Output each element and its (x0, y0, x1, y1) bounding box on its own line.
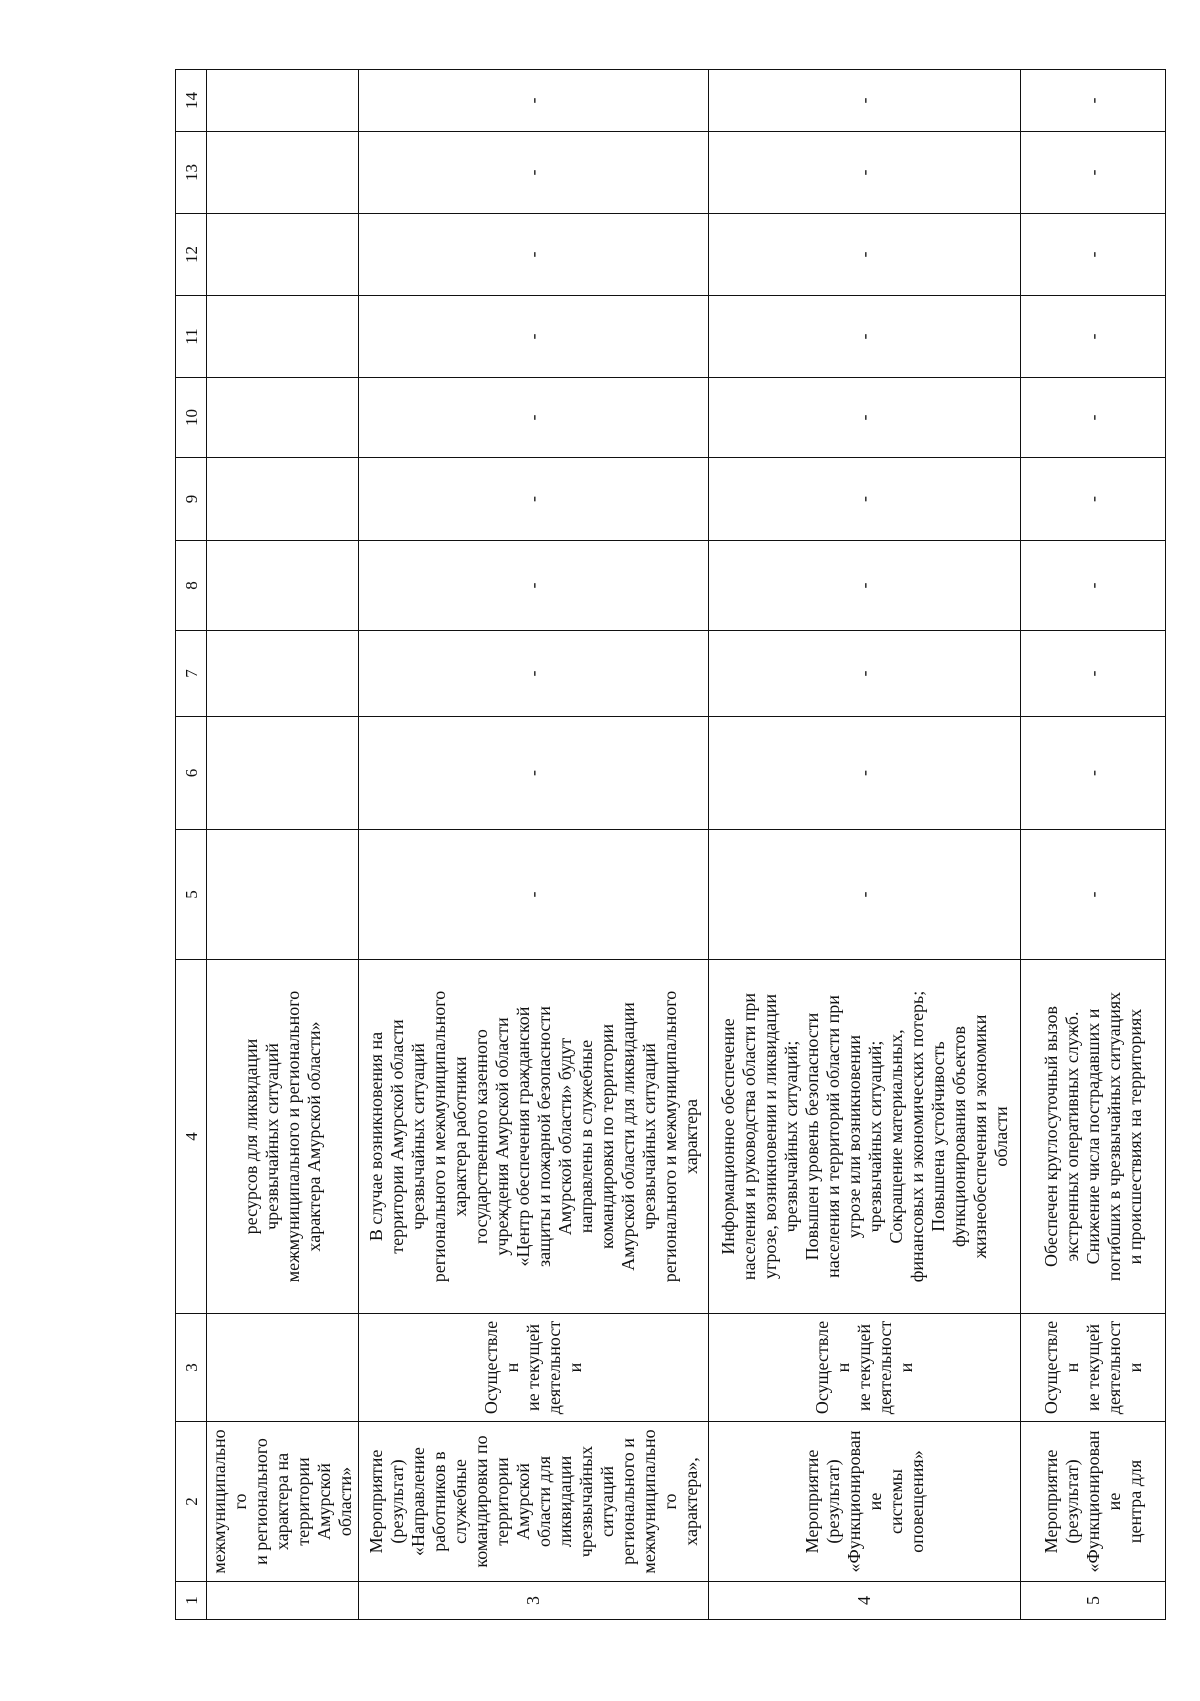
cell-value: - (709, 458, 1021, 541)
column-header-13: 13 (176, 132, 207, 214)
column-header-7: 7 (176, 631, 207, 717)
cell-type: Осуществлен ие текущей деятельности (709, 1314, 1021, 1422)
cell-value (207, 378, 359, 458)
cell-value: - (709, 70, 1021, 132)
cell-value (207, 830, 359, 960)
cell-event: Мероприятие (результат) «Функционирование центра для (1021, 1422, 1166, 1582)
cell-number: 5 (1021, 1582, 1166, 1620)
cell-description: Информационное обеспечение населения и руководства области при угрозе, возникновении и ликвидации чрезвычайных ситуаций; Повышен уровень безопасности населения и территорий области при угрозе или возникновении чрезвычайных ситуаций; Сокращение материальных, финансовых и экономических потерь; Повышена устойчивость функционирования объектов жизнеобеспечения и экономики области (709, 960, 1021, 1314)
cell-number: 3 (359, 1582, 709, 1620)
table-row (359, 70, 709, 1620)
cell-type: Осуществлен ие текущей деятельности (359, 1314, 709, 1422)
cell-value (207, 541, 359, 631)
column-header-11: 11 (176, 296, 207, 378)
cell-value: - (359, 717, 709, 830)
cell-value: - (709, 378, 1021, 458)
cell-value: - (359, 70, 709, 132)
event-table (175, 69, 1166, 1620)
cell-value: - (359, 541, 709, 631)
cell-value: - (359, 830, 709, 960)
cell-value (207, 214, 359, 296)
column-header-8: 8 (176, 541, 207, 631)
cell-value: - (359, 296, 709, 378)
cell-value: - (1021, 717, 1166, 830)
column-header-4: 4 (176, 960, 207, 1314)
cell-value (207, 132, 359, 214)
column-header-5: 5 (176, 830, 207, 960)
cell-value: - (1021, 296, 1166, 378)
cell-value (207, 296, 359, 378)
cell-value (207, 458, 359, 541)
cell-value: - (709, 132, 1021, 214)
cell-value: - (1021, 70, 1166, 132)
table-row (709, 70, 1021, 1620)
cell-event: Мероприятие (результат) «Функционирование системы оповещения» (709, 1422, 1021, 1582)
cell-value (207, 70, 359, 132)
cell-value: - (709, 541, 1021, 631)
cell-value: - (1021, 214, 1166, 296)
column-header-6: 6 (176, 717, 207, 830)
cell-description: В случае возникновения на территории Амурской области чрезвычайных ситуаций регионального и межмуниципального характера работники государственного казенного учреждения Амурской области «Центр обеспечения гражданской защиты и пожарной безопасности Амурской области» будут направлены в служебные командировки по территории Амурской области для ликвидации чрезвычайных ситуаций регионального и межмуниципального характера (359, 960, 709, 1314)
cell-value: - (709, 830, 1021, 960)
table-row (1021, 70, 1166, 1620)
cell-value: - (1021, 378, 1166, 458)
cell-description-continuation: ресурсов для ликвидации чрезвычайных ситуаций межмуниципального и регионального характера Амурской области» (207, 960, 359, 1314)
cell-value (207, 717, 359, 830)
cell-value: - (359, 132, 709, 214)
cell-value: - (1021, 541, 1166, 631)
cell-number (207, 1582, 359, 1620)
column-header-3: 3 (176, 1314, 207, 1422)
cell-value: - (359, 378, 709, 458)
cell-value: - (709, 631, 1021, 717)
column-header-9: 9 (176, 458, 207, 541)
cell-type: Осуществлен ие текущей деятельности (1021, 1314, 1166, 1422)
cell-description: Обеспечен круглосуточный вызов экстренных оперативных служб. Снижение числа пострадавших и погибших в чрезвычайных ситуациях и происшествиях на территориях (1021, 960, 1166, 1314)
cell-value: - (709, 296, 1021, 378)
cell-value: - (1021, 830, 1166, 960)
cell-event-continuation: межмуниципального и регионального характера на территории Амурской области» (207, 1422, 359, 1582)
cell-value: - (359, 214, 709, 296)
column-header-12: 12 (176, 214, 207, 296)
column-header-2: 2 (176, 1422, 207, 1582)
cell-value (207, 631, 359, 717)
cell-value: - (709, 717, 1021, 830)
cell-value: - (1021, 132, 1166, 214)
cell-value: - (1021, 458, 1166, 541)
cell-number: 4 (709, 1582, 1021, 1620)
column-header-14: 14 (176, 70, 207, 132)
cell-value: - (359, 631, 709, 717)
header-row (176, 70, 207, 1620)
cell-value: - (1021, 631, 1166, 717)
rotated-page-content (175, 70, 1145, 1620)
cell-type (207, 1314, 359, 1422)
column-header-1: 1 (176, 1582, 207, 1620)
cell-event: Мероприятие (результат) «Направление работников в служебные командировки по территории Амурской области для ликвидации чрезвычайных ситуаций регионального и межмуниципального характера», (359, 1422, 709, 1582)
table-row-continuation (207, 70, 359, 1620)
cell-value: - (709, 214, 1021, 296)
column-header-10: 10 (176, 378, 207, 458)
cell-value: - (359, 458, 709, 541)
